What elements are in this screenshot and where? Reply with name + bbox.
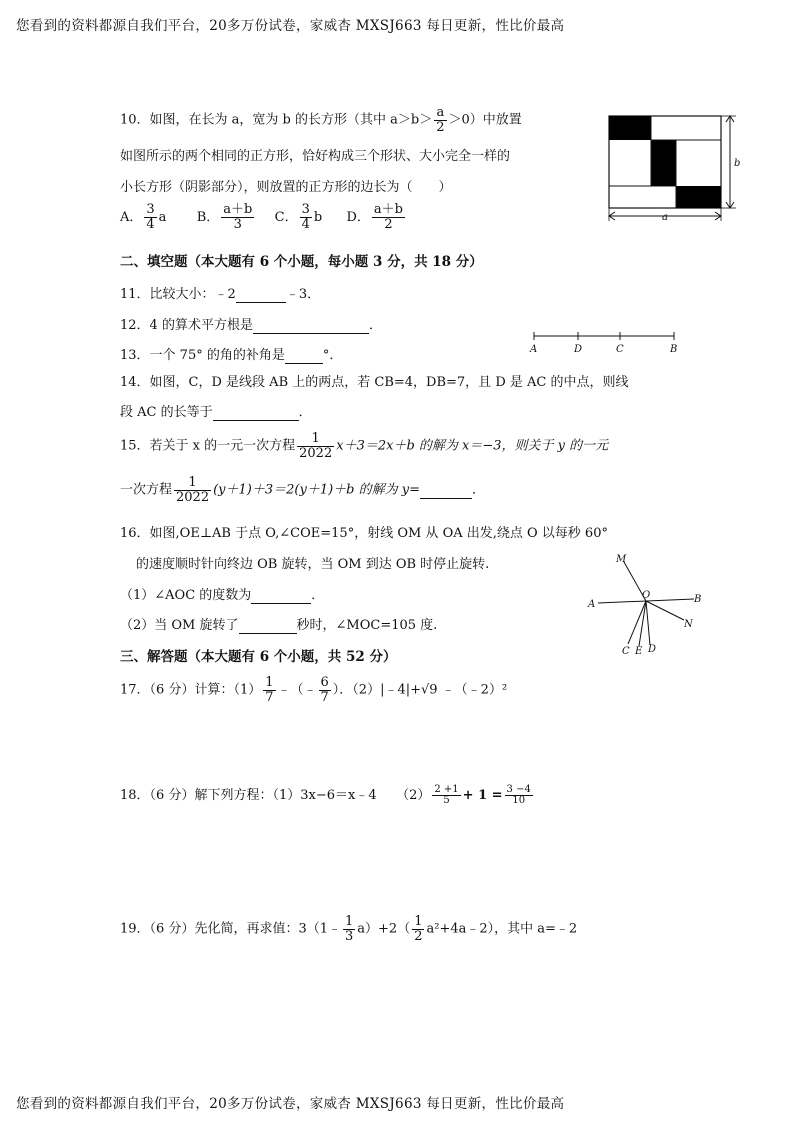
q16-label-c: C (622, 646, 630, 657)
q10-line2: 如图所示的两个相同的正方形，恰好构成三个形状、大小完全一样的 (120, 149, 511, 164)
q12-text-b: ． (368, 318, 382, 333)
q15-frac-2-num: 1 (174, 476, 211, 491)
q19 (120, 915, 577, 943)
q15-text-e: ． (472, 482, 486, 498)
q12-text-a: 12．4 的算术平方根是 (120, 318, 253, 333)
q10-frac-den: 2 (436, 119, 445, 135)
q12-answer-blank[interactable] (253, 318, 369, 334)
q19-frac-2-num: 1 (414, 914, 423, 929)
q16-ray-on (646, 601, 684, 620)
section-2-heading: 二、填空题（本大题有 6 个小题，每小题 3 分，共 18 分） (120, 254, 483, 270)
q10-option-c-label: C． (274, 209, 298, 225)
q14-figure (526, 328, 686, 356)
q10-option-c-tail: b (313, 209, 323, 225)
q13-text-b: °． (322, 348, 343, 363)
q16-sub1-text-a: （1）∠AOC 的度数为 (120, 588, 252, 603)
q17-text-a: 17．（6 分）计算：（1） (120, 682, 262, 698)
q18-frac-1 (432, 785, 460, 807)
q16-ray-oe (639, 601, 646, 646)
q17 (120, 676, 507, 704)
q17-frac-1-den: 7 (265, 689, 274, 705)
q13-answer-blank[interactable] (285, 348, 323, 364)
q10-options (120, 203, 407, 231)
q14-label-b: B (670, 344, 678, 355)
q10-option-d-num: a＋b (373, 202, 403, 217)
q14-text-a: 段 AC 的长等于 (120, 405, 213, 420)
q11-answer-blank[interactable] (236, 287, 286, 303)
q16-sub2 (120, 614, 437, 634)
q14-line1: 14．如图，C，D 是线段 AB 上的两点，若 CB=4，DB=7，且 D 是 AC 的中点，则线 (120, 375, 629, 390)
q15-frac-1-den: 2022 (299, 445, 333, 461)
q10-option-a-num: 3 (146, 202, 155, 217)
q19-frac-1-den: 3 (345, 928, 354, 944)
q17-frac-2-den: 7 (320, 689, 329, 705)
q14-text-b: ． (298, 405, 312, 420)
q16-sub2-text-b: 秒时，∠MOC=105 度. (296, 618, 438, 633)
q10-frac-num: a (434, 106, 446, 121)
q15-line1 (120, 432, 608, 460)
q10-text-a: 10．如图，在长为 a，宽为 b 的长方形（其中 a＞b＞ (120, 112, 433, 128)
q16-label-e: E (635, 646, 643, 657)
q10-option-a-label: A． (120, 209, 143, 225)
q16-line1: 16．如图,OE⊥AB 于点 O,∠COE=15°，射线 OM 从 OA 出发,绕点 O 以每秒 60° (120, 526, 608, 541)
q10-option-d-frac (372, 203, 405, 231)
q10-option-a[interactable] (120, 202, 167, 232)
q10-figure (600, 108, 780, 228)
q14-label-c: C (616, 344, 624, 355)
q10-shaded-rect-1 (609, 116, 651, 140)
q19-frac-2 (412, 915, 424, 943)
q10-option-a-den: 4 (146, 216, 155, 232)
q11-text-a: 11．比较大小：﹣2 (120, 287, 236, 302)
q10-frac (434, 106, 446, 134)
q13-text-a: 13．一个 75° 的角的补角是 (120, 348, 285, 363)
q16-label-d: D (648, 644, 657, 655)
q10-text-b: ＞0）中放置 (448, 112, 522, 128)
q10-option-b-frac (221, 203, 254, 231)
q17-text-b: ﹣（﹣ (277, 682, 317, 698)
q10-label-b: b (734, 158, 741, 169)
q18 (120, 784, 535, 807)
q14-label-a: A (530, 344, 538, 355)
q14-line2 (120, 401, 312, 421)
q19-text-a: 19．（6 分）先化简，再求值：3（1﹣ (120, 921, 341, 937)
q11 (120, 283, 320, 303)
q18-frac-2-den: 10 (512, 795, 526, 806)
q16-label-b: B (694, 594, 702, 605)
q16-label-m: M (616, 554, 627, 565)
q10-option-b-den: 3 (233, 216, 242, 232)
q15-answer-blank[interactable] (420, 483, 472, 499)
q10-option-d-den: 2 (384, 216, 393, 232)
section-3-heading: 三、解答题（本大题有 6 个小题，共 52 分） (120, 649, 397, 665)
q17-frac-2-num: 6 (320, 675, 329, 690)
q10-option-a-frac (144, 203, 156, 231)
q10-shaded-rect-2 (651, 140, 676, 186)
q16-line2: 的速度顺时针向终边 OB 旋转，当 OM 到达 OB 时停止旋转. (136, 557, 490, 572)
q16-sub1-answer-blank[interactable] (251, 588, 311, 604)
q10-option-b-num: a＋b (223, 202, 253, 217)
q16-sub1 (120, 584, 324, 604)
q16-sub2-text-a: （2）当 OM 旋转了 (120, 618, 239, 633)
q10-option-c-frac (300, 203, 312, 231)
q16-label-o: O (642, 590, 651, 601)
q18-text-a: 18．（6 分）解下列方程：（1）3x−6＝x﹣4 （2） (120, 788, 431, 803)
q10-label-a: a (662, 212, 668, 223)
q15-text-a: 15．若关于 x 的一元一次方程 (120, 438, 296, 454)
q10-line3: 小长方形（阴影部分），则放置的正方形的边长为（ ） (120, 180, 452, 195)
q16-ray-oc (628, 601, 646, 644)
q17-text-c: ）．（2）|﹣4|+√9 ﹣（﹣2）² (332, 682, 508, 698)
q15-frac-1 (297, 432, 334, 460)
q19-text-c: a²+4a﹣2），其中 a=﹣2 (426, 921, 578, 937)
q11-text-b: ﹣3． (285, 287, 321, 302)
q18-text-b: + 1 = (462, 788, 503, 803)
q15-text-d: (y＋1)＋3＝2(y＋1)＋b 的解为 y= (213, 482, 420, 498)
q10-option-d[interactable] (346, 202, 407, 232)
q15-frac-2-den: 2022 (176, 489, 210, 505)
q19-frac-2-den: 2 (414, 928, 423, 944)
q15-text-b: x＋3＝2x＋b 的解为 x＝−3，则关于 y 的一元 (336, 438, 609, 454)
q19-text-b: a）+2（ (357, 921, 411, 937)
q10-option-d-label: D． (346, 209, 370, 225)
q10-option-a-tail: a (158, 209, 167, 225)
q10-line1 (120, 106, 522, 134)
q10-option-c-num: 3 (301, 202, 310, 217)
q10-option-c[interactable] (274, 202, 323, 232)
q10-shaded-rect-3 (676, 186, 721, 208)
q10-option-b[interactable] (196, 202, 257, 232)
q15-frac-1-num: 1 (297, 432, 334, 447)
q18-frac-1-den: 5 (443, 795, 450, 806)
q18-frac-2-num: 3 −4 (506, 783, 531, 795)
q18-frac-2 (505, 785, 533, 807)
q18-frac-1-num: 2 +1 (434, 783, 459, 795)
q16-label-n: N (684, 619, 693, 630)
q14-answer-blank[interactable] (213, 405, 299, 421)
q13 (120, 344, 342, 364)
q15-line2 (120, 476, 485, 504)
q10-option-b-label: B． (196, 209, 220, 225)
q14-label-d: D (574, 344, 583, 355)
q19-frac-1 (343, 915, 355, 943)
q10-option-c-den: 4 (301, 216, 310, 232)
q17-frac-1 (263, 676, 275, 704)
q12 (120, 314, 382, 334)
q16-figure (584, 550, 724, 662)
q16-ray-od (646, 601, 650, 645)
header-banner: 您看到的资料都源自我们平台，20多万份试卷，家威杏 MXSJ663 每日更新，性比价最高 (16, 18, 565, 34)
q15-text-c: 一次方程 (120, 482, 173, 498)
q16-sub2-answer-blank[interactable] (239, 618, 297, 634)
q19-frac-1-num: 1 (345, 914, 354, 929)
q17-frac-1-num: 1 (265, 675, 274, 690)
q17-frac-2 (319, 676, 331, 704)
q15-frac-2 (174, 476, 211, 504)
q16-label-a: A (588, 599, 596, 610)
footer-banner: 您看到的资料都源自我们平台，20多万份试卷，家威杏 MXSJ663 每日更新，性比价最高 (16, 1096, 565, 1112)
q16-sub1-text-b: ． (311, 588, 325, 603)
